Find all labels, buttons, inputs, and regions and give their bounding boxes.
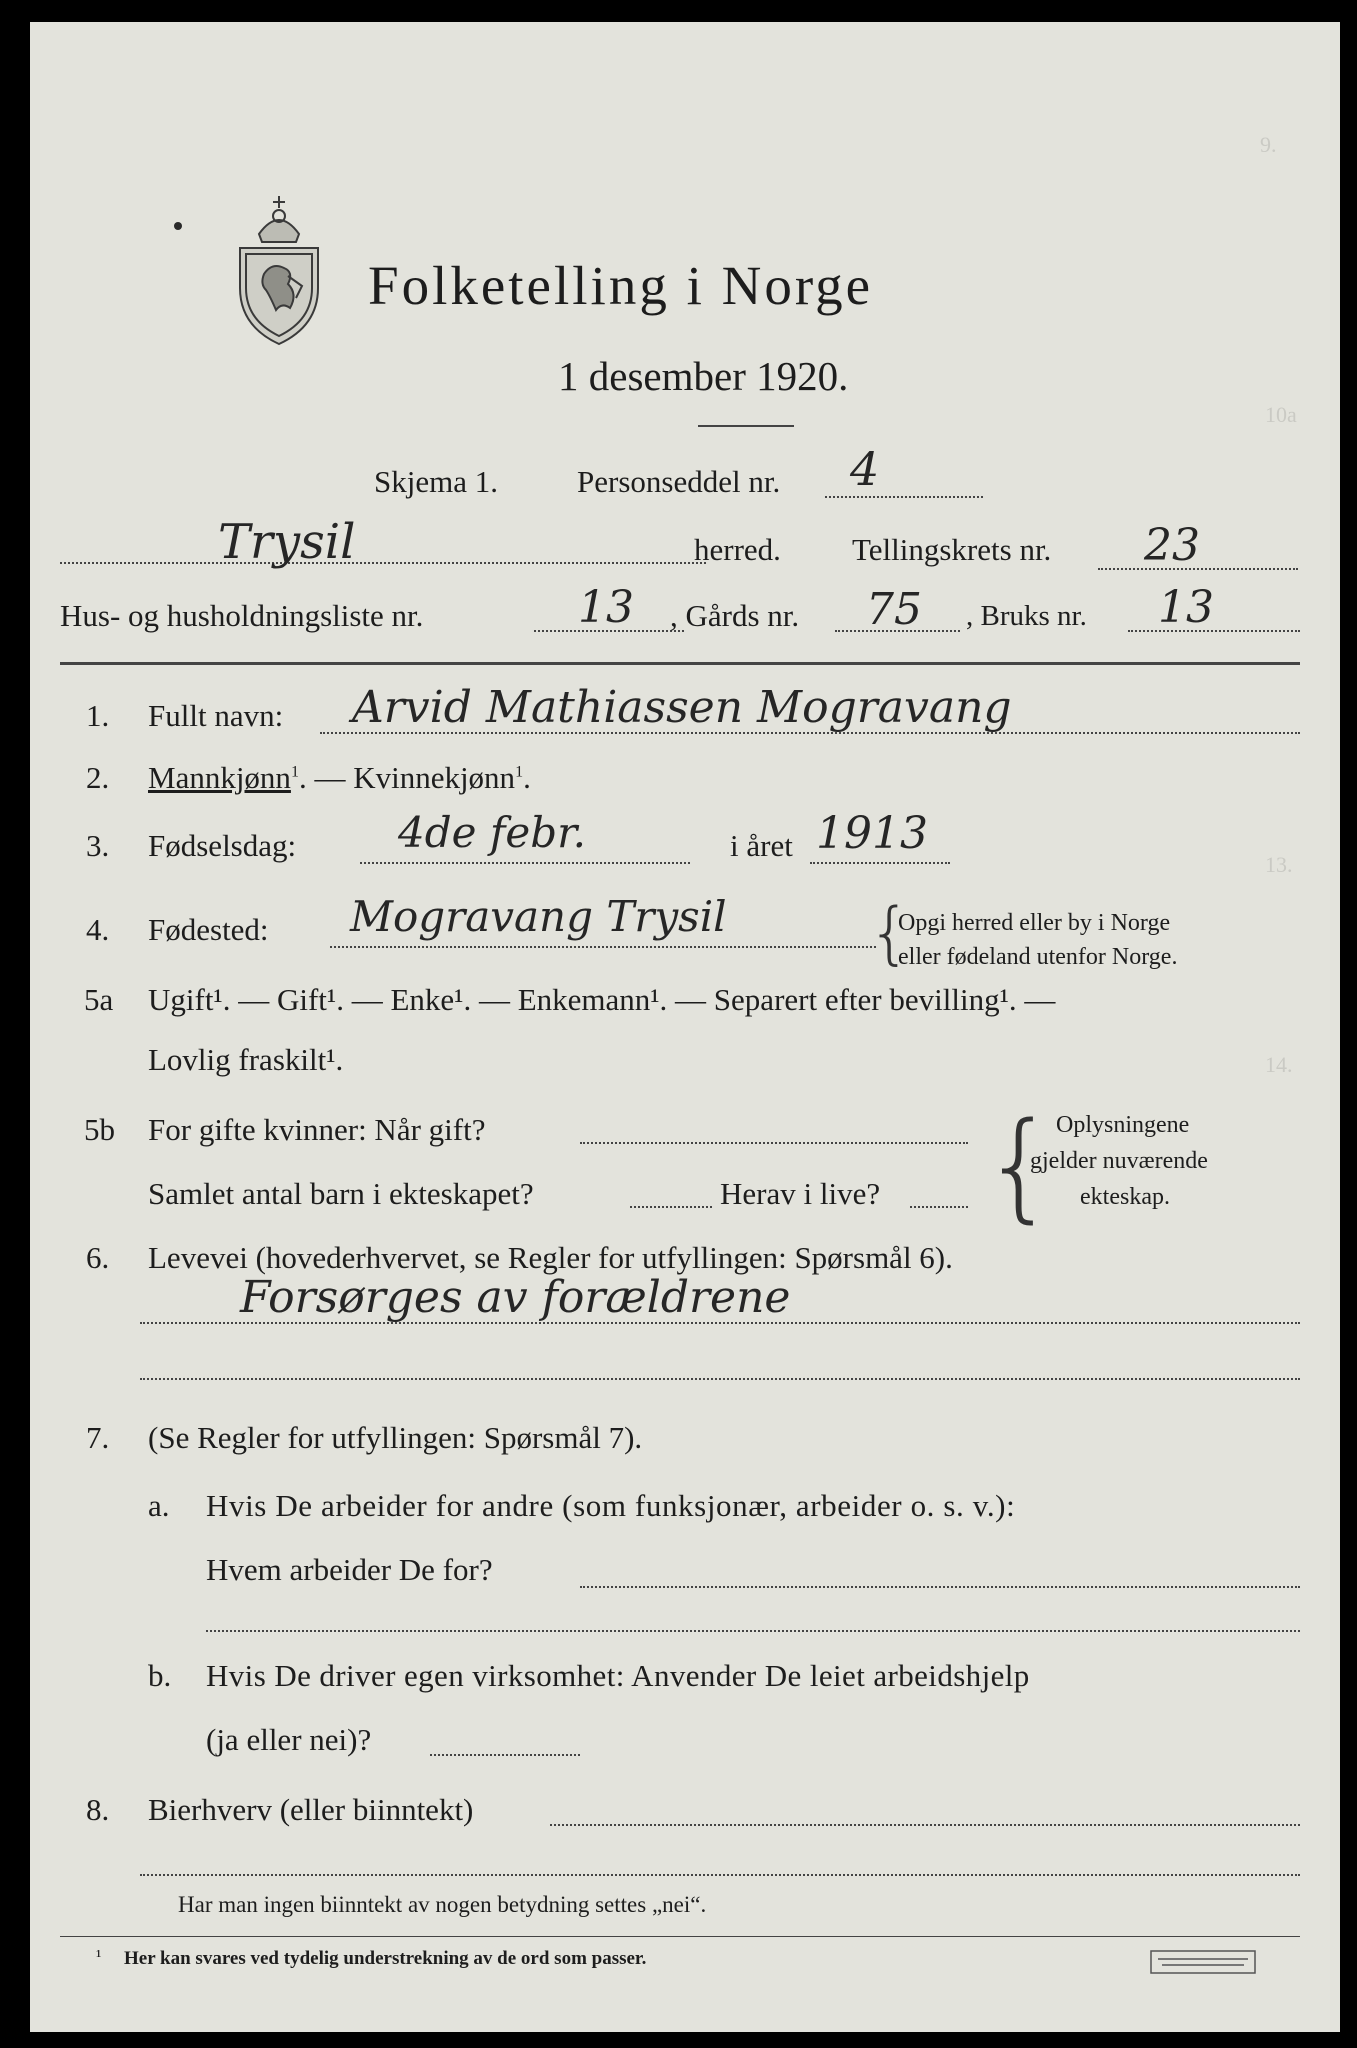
- personseddel-label: Personseddel nr.: [577, 464, 781, 499]
- q5b-note2: gjelder nuværende: [1030, 1148, 1208, 1174]
- q2-sup: 1: [290, 763, 299, 781]
- q5b-line2b: Herav i live?: [720, 1176, 881, 1211]
- q2-options: [148, 760, 531, 796]
- tellingskrets-label: Tellingskrets nr.: [852, 532, 1052, 567]
- q4-brace: {: [868, 894, 912, 973]
- ink-dot: [174, 222, 182, 230]
- q7b-line1: Hvis De driver egen virksomhet: Anvender De leiet arbeidshjelp: [206, 1658, 1030, 1693]
- footer-note: Har man ingen biinntekt av nogen betydning settes „nei“.: [178, 1892, 707, 1917]
- q5b-note1: Oplysningene: [1056, 1112, 1190, 1138]
- q1-label: Fullt navn:: [148, 698, 284, 733]
- q3-label: Fødselsdag:: [148, 828, 297, 863]
- q8-line: [550, 1824, 1300, 1826]
- personseddel-line: [825, 496, 983, 498]
- q5a-number: 5a: [84, 982, 114, 1017]
- footnote-text: Her kan svares ved tydelig understrekning av de ord som passer.: [124, 1948, 647, 1969]
- q8-line2: [140, 1874, 1300, 1876]
- bleed-through: 9.: [1260, 132, 1277, 157]
- herred-value: Trysil: [218, 514, 356, 570]
- q4-note-line2: eller fødeland utenfor Norge.: [898, 944, 1178, 970]
- q4-value: Mogravang Trysil: [350, 892, 727, 941]
- husliste-value: 13: [578, 582, 634, 633]
- q7a-line: [580, 1586, 1300, 1588]
- schema-label: Skjema 1.: [374, 464, 498, 499]
- bruks-line: [1128, 630, 1300, 632]
- q5a-options: Ugift¹. — Gift¹. — Enke¹. — Enkemann¹. — Separert efter bevilling¹. —: [148, 982, 1056, 1017]
- q1-value: Arvid Mathiassen Mogravang: [352, 682, 1012, 733]
- q4-line: [330, 946, 876, 948]
- bleed-through: 13.: [1265, 852, 1293, 877]
- q1-number: 1.: [86, 698, 110, 733]
- q5b-alive-line: [910, 1206, 968, 1208]
- bleed-through: 14.: [1265, 1052, 1293, 1077]
- q3-number: 3.: [86, 828, 110, 863]
- q7a-line2: Hvem arbeider De for?: [206, 1552, 493, 1587]
- tellingskrets-value: 23: [1144, 520, 1200, 571]
- form-title: Folketelling i Norge: [368, 255, 874, 316]
- q5b-children-line: [630, 1206, 712, 1208]
- herred-line: [60, 562, 706, 564]
- form-date: 1 desember 1920.: [558, 353, 849, 399]
- q5b-line1: For gifte kvinner: Når gift?: [148, 1112, 486, 1147]
- q4-label: Fødested:: [148, 912, 269, 947]
- title-divider: [698, 425, 794, 427]
- q3-line: [360, 862, 690, 864]
- q2-separator: . —: [298, 760, 346, 795]
- footer-rule: [60, 1936, 1300, 1937]
- gards-label: , Gårds nr.: [670, 598, 800, 633]
- q7b-number: b.: [148, 1658, 172, 1693]
- personseddel-value: 4: [850, 442, 880, 496]
- q5b-line2: Samlet antal barn i ekteskapet?: [148, 1176, 534, 1211]
- q3-year-label: i året: [730, 828, 793, 863]
- herred-label: herred.: [694, 532, 781, 567]
- q3-year-line: [810, 862, 950, 864]
- q7-number: 7.: [86, 1420, 110, 1455]
- q7-label: (Se Regler for utfyllingen: Spørsmål 7).: [148, 1420, 643, 1455]
- q5b-number: 5b: [84, 1112, 115, 1147]
- q2-female-option: Kvinnekjønn: [353, 760, 516, 795]
- q2-male-option: Mannkjønn: [148, 760, 291, 795]
- q4-number: 4.: [86, 912, 110, 947]
- census-form-sheet: [30, 22, 1340, 2032]
- q6-number: 6.: [86, 1240, 110, 1275]
- bruks-label: , Bruks nr.: [966, 600, 1087, 632]
- q2-end: .: [523, 760, 531, 795]
- q7b-line2: (ja eller nei)?: [206, 1722, 372, 1757]
- q2-sup: 1: [515, 763, 524, 781]
- coat-of-arms-icon: [226, 186, 332, 348]
- q5b-when-line: [580, 1142, 968, 1144]
- q6-label: Levevei (hovederhvervet, se Regler for utfyllingen: Spørsmål 6).: [148, 1240, 953, 1275]
- header-rule: [60, 662, 1300, 665]
- q5a-options-line2: Lovlig fraskilt¹.: [148, 1042, 344, 1077]
- q7a-line-extra: [206, 1630, 1300, 1632]
- q4-note-line1: Opgi herred eller by i Norge: [898, 910, 1171, 936]
- q6-value: Forsørges av forældrene: [240, 1272, 791, 1323]
- q8-label: Bierhverv (eller biinntekt): [148, 1792, 474, 1827]
- q5b-note3: ekteskap.: [1080, 1184, 1170, 1210]
- gards-value: 75: [866, 584, 922, 635]
- husliste-label: Hus- og husholdningsliste nr.: [60, 598, 424, 633]
- q7a-number: a.: [148, 1488, 170, 1523]
- q6-line2: [140, 1378, 1300, 1380]
- q3-value: 4de febr.: [398, 808, 586, 857]
- footnote-marker: ¹: [96, 1946, 102, 1966]
- bleed-through: 10a: [1265, 402, 1297, 427]
- bruks-value: 13: [1158, 582, 1214, 633]
- q7b-line: [430, 1754, 580, 1756]
- q7a-line1: Hvis De arbeider for andre (som funksjonær, arbeider o. s. v.):: [206, 1488, 1016, 1523]
- q5b-brace: {: [982, 1096, 1058, 1234]
- q2-number: 2.: [86, 760, 110, 795]
- q3-year-value: 1913: [816, 808, 928, 859]
- q8-number: 8.: [86, 1792, 110, 1827]
- printer-stamp-icon: [1150, 1950, 1256, 1974]
